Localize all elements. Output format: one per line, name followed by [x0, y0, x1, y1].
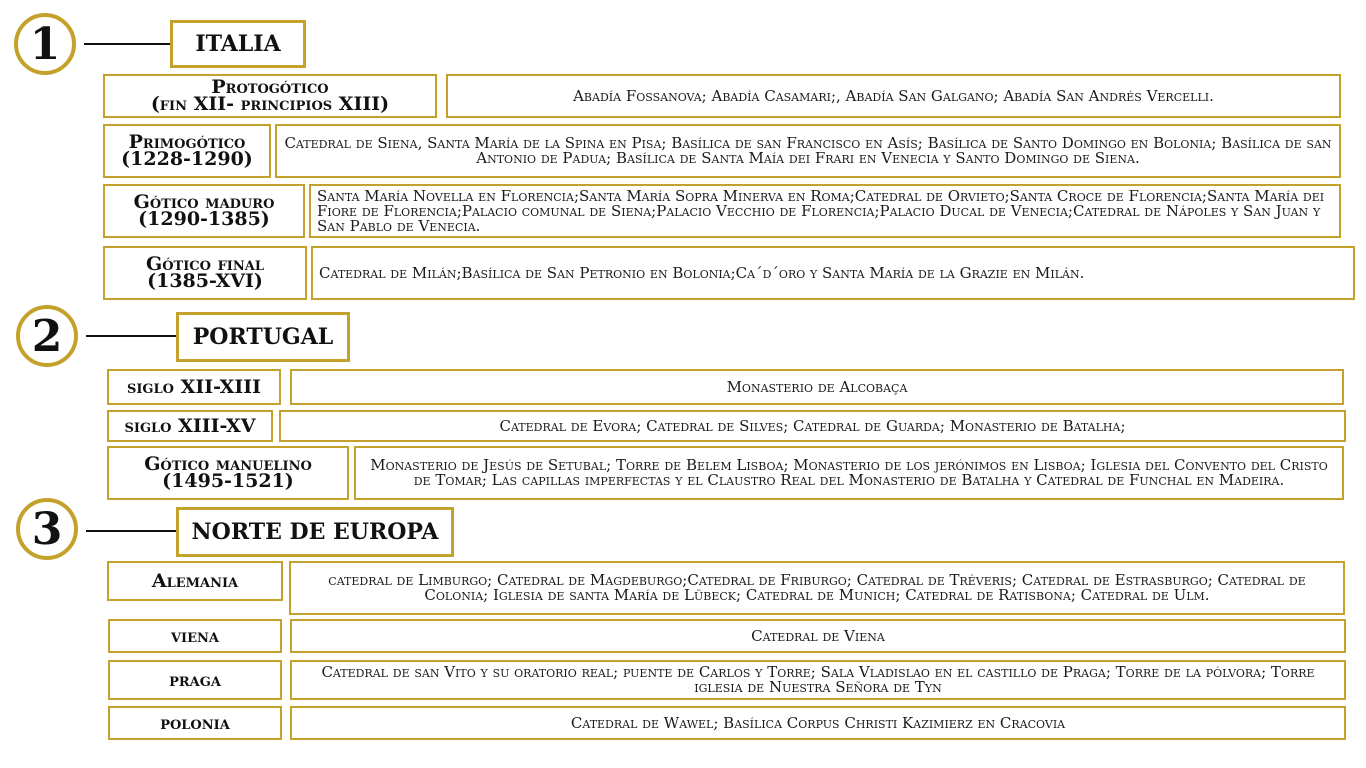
- description-text: Catedral de Wawel; Basílica Corpus Christi Kazimierz en Cracovia: [570, 713, 1066, 732]
- region-label-alemania: [107, 561, 283, 601]
- period-dates: (1495-1521): [162, 470, 294, 492]
- region-label-praga: [108, 660, 282, 700]
- period-label-primogotico: [103, 124, 271, 178]
- period-label-siglo-xii-xiii: [107, 369, 281, 405]
- connector-line: [84, 43, 172, 45]
- period-description-gotico-final: [311, 246, 1355, 300]
- period-description-protogotico: [446, 74, 1341, 118]
- connector-line: [86, 530, 178, 532]
- period-label-gotico-final: [103, 246, 307, 300]
- section-title-norte-de-europa: NORTE DE EUROPA: [176, 507, 454, 557]
- section-title-portugal: PORTUGAL: [176, 312, 350, 362]
- period-name: Alemania: [151, 569, 239, 592]
- description-text: Santa María Novella en Florencia;Santa María Sopra Minerva en Roma;Catedral de Orvieto;Santa Croce de Florencia;Santa María dei Fiore de Florencia;Palacio comunal de Siena;Palacio Vecchio de Florencia;Palacio Ducal de Venecia;Catedral de Nápoles y San Juan y San Pablo de Venecia.: [317, 186, 1325, 235]
- period-name: praga: [169, 668, 221, 691]
- section-number-3: 3: [16, 498, 78, 560]
- period-description-gotico-maduro: [309, 184, 1341, 238]
- period-label-gotico-manuelino: [107, 446, 349, 500]
- period-name: Protogótico: [211, 76, 329, 98]
- region-description-alemania: [289, 561, 1345, 615]
- period-description-siglo-xii-xiii: [290, 369, 1344, 405]
- period-description-primogotico: [275, 124, 1341, 178]
- period-dates: (1290-1385): [138, 208, 270, 230]
- period-name: Gótico manuelino: [144, 453, 312, 475]
- region-description-viena: [290, 619, 1346, 653]
- section-number-1: 1: [14, 13, 76, 75]
- description-text: Monasterio de Alcobaça: [726, 377, 908, 396]
- period-name: Gótico final: [145, 253, 264, 275]
- region-description-polonia: [290, 706, 1346, 740]
- description-text: catedral de Limburgo; Catedral de Magdeburgo;Catedral de Friburgo; Catedral de Tréveris; Catedral de Estrasburgo; Catedral de Colonia; Iglesia de santa María de Lübeck; Catedral de Munich; Catedral de Ratisbona; Catedral de Ulm.: [328, 571, 1306, 604]
- period-dates: (fin XII- principios XIII): [150, 93, 390, 115]
- region-label-polonia: [108, 706, 282, 740]
- connector-line: [86, 335, 178, 337]
- period-label-siglo-xiii-xv: [107, 410, 273, 442]
- region-description-praga: [290, 660, 1346, 700]
- period-dates: (1228-1290): [121, 148, 253, 170]
- period-name: siglo XIII-XV: [124, 414, 256, 437]
- description-text: Catedral de Evora; Catedral de Silves; Catedral de Guarda; Monasterio de Batalha;: [499, 416, 1126, 435]
- period-dates: (1385-XVI): [147, 270, 263, 292]
- description-text: Catedral de Milán;Basílica de San Petronio en Bolonia;Ca´d´oro y Santa María de la Grazie en Milán.: [319, 263, 1085, 282]
- description-text: Abadía Fossanova; Abadía Casamari;, Abadía San Galgano; Abadía San Andrés Vercelli.: [573, 86, 1214, 105]
- period-name: viena: [170, 624, 220, 647]
- description-text: Catedral de Viena: [751, 626, 885, 645]
- period-name: polonia: [160, 711, 230, 734]
- description-text: Monasterio de Jesús de Setubal; Torre de Belem Lisboa; Monasterio de los jerónimos en Lisboa; Iglesia del Convento del Cristo de Tomar; Las capillas imperfectas y el Claustro Real del Monasterio de Batalha y Catedral de Funchal en Madeira.: [370, 456, 1328, 489]
- period-name: Gótico maduro: [133, 191, 275, 213]
- description-text: Catedral de Siena, Santa María de la Spina en Pisa; Basílica de san Francisco en Asís; Basílica de Santo Domingo en Bolonia; Basílica de san Antonio de Padua; Basílica de Santa Maía dei Frari en Venecia y Santo Domingo de Siena.: [284, 134, 1332, 167]
- section-number-2: 2: [16, 305, 78, 367]
- period-name: siglo XII-XIII: [126, 375, 262, 398]
- period-label-protogotico: [103, 74, 437, 118]
- region-label-viena: [108, 619, 282, 653]
- period-description-siglo-xiii-xv: [279, 410, 1346, 442]
- period-description-gotico-manuelino: [354, 446, 1344, 500]
- description-text: Catedral de san Vito y su oratorio real; puente de Carlos y Torre; Sala Vladislao en el castillo de Praga; Torre de la pólvora; Torre iglesia de Nuestra Señora de Tyn: [321, 663, 1315, 696]
- period-label-gotico-maduro: [103, 184, 305, 238]
- period-name: Primogótico: [128, 131, 246, 153]
- section-title-italia: ITALIA: [170, 20, 306, 68]
